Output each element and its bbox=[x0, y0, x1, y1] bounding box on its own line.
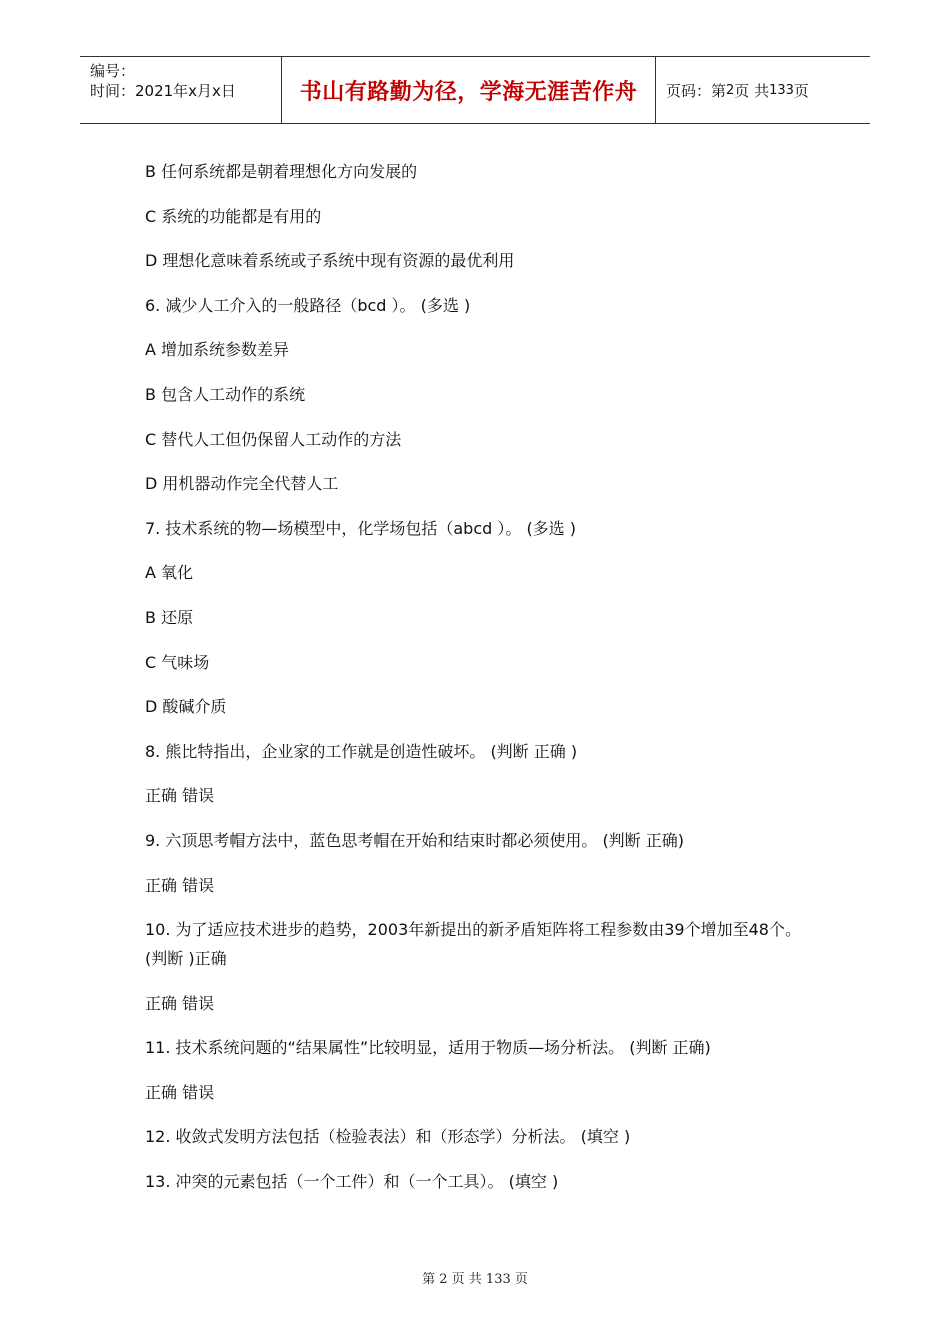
text-line: C 气味场 bbox=[145, 652, 210, 672]
answer-options: 正确 错误 bbox=[145, 875, 215, 895]
question-line: 7. 技术系统的物—场模型中，化学场包括（abcd ）。 (多选 ) bbox=[145, 518, 577, 538]
text-line: D 理想化意味着系统或子系统中现有资源的最优利用 bbox=[145, 251, 515, 271]
question-line: 9. 六顶思考帽方法中，蓝色思考帽在开始和结束时都必须使用。 (判断 正确) bbox=[145, 830, 685, 850]
page-header bbox=[80, 56, 870, 124]
question-line: 11. 技术系统问题的“结果属性”比较明显，适用于物质—场分析法。 (判断 正确) bbox=[145, 1038, 711, 1058]
page-prefix: 页码：第 bbox=[666, 81, 727, 100]
text-line: B 包含人工动作的系统 bbox=[145, 384, 306, 404]
page-suffix: 页 bbox=[793, 81, 809, 100]
answer-options: 正确 错误 bbox=[145, 993, 215, 1013]
header-page-info bbox=[656, 57, 870, 123]
text-line: C 系统的功能都是有用的 bbox=[145, 206, 322, 226]
header-info bbox=[80, 57, 282, 123]
question-line: 8. 熊比特指出，企业家的工作就是创造性破坏。 (判断 正确 ) bbox=[145, 741, 578, 761]
text-line: A 氧化 bbox=[145, 563, 194, 583]
question-line: 13. 冲突的元素包括（一个工件）和（一个工具）。 (填空 ) bbox=[145, 1172, 559, 1192]
text-line: D 用机器动作完全代替人工 bbox=[145, 474, 339, 494]
question-line: 10. 为了适应技术进步的趋势，2003年新提出的新矛盾矩阵将工程参数由39个增加至48个。 (判断 )正确 bbox=[145, 920, 801, 969]
document-time-label: 时间：2021年x月x日 bbox=[90, 82, 236, 100]
text-line: A 增加系统参数差异 bbox=[145, 340, 290, 360]
document-body bbox=[145, 157, 810, 1212]
header-motto: 书山有路勤为径，学海无涯苦作舟 bbox=[282, 57, 656, 123]
text-line: C 替代人工但仍保留人工动作的方法 bbox=[145, 429, 402, 449]
text-line: B 任何系统都是朝着理想化方向发展的 bbox=[145, 162, 418, 181]
answer-options: 正确 错误 bbox=[145, 1082, 215, 1102]
document-number-label: 编号： bbox=[90, 62, 136, 80]
page-total: 133 bbox=[769, 82, 794, 98]
text-line: D 酸碱介质 bbox=[145, 697, 227, 717]
question-line: 6. 减少人工介入的一般路径（bcd ）。 (多选 ) bbox=[145, 295, 471, 315]
text-line: B 还原 bbox=[145, 607, 194, 627]
page-number: 2 bbox=[726, 82, 735, 98]
page-mid: 页 共 bbox=[734, 81, 770, 100]
page-footer: 第 2 页 共 133 页 bbox=[422, 1272, 528, 1287]
question-line: 12. 收敛式发明方法包括（检验表法）和（形态学）分析法。 (填空 ) bbox=[145, 1127, 631, 1147]
answer-options: 正确 错误 bbox=[145, 786, 215, 806]
